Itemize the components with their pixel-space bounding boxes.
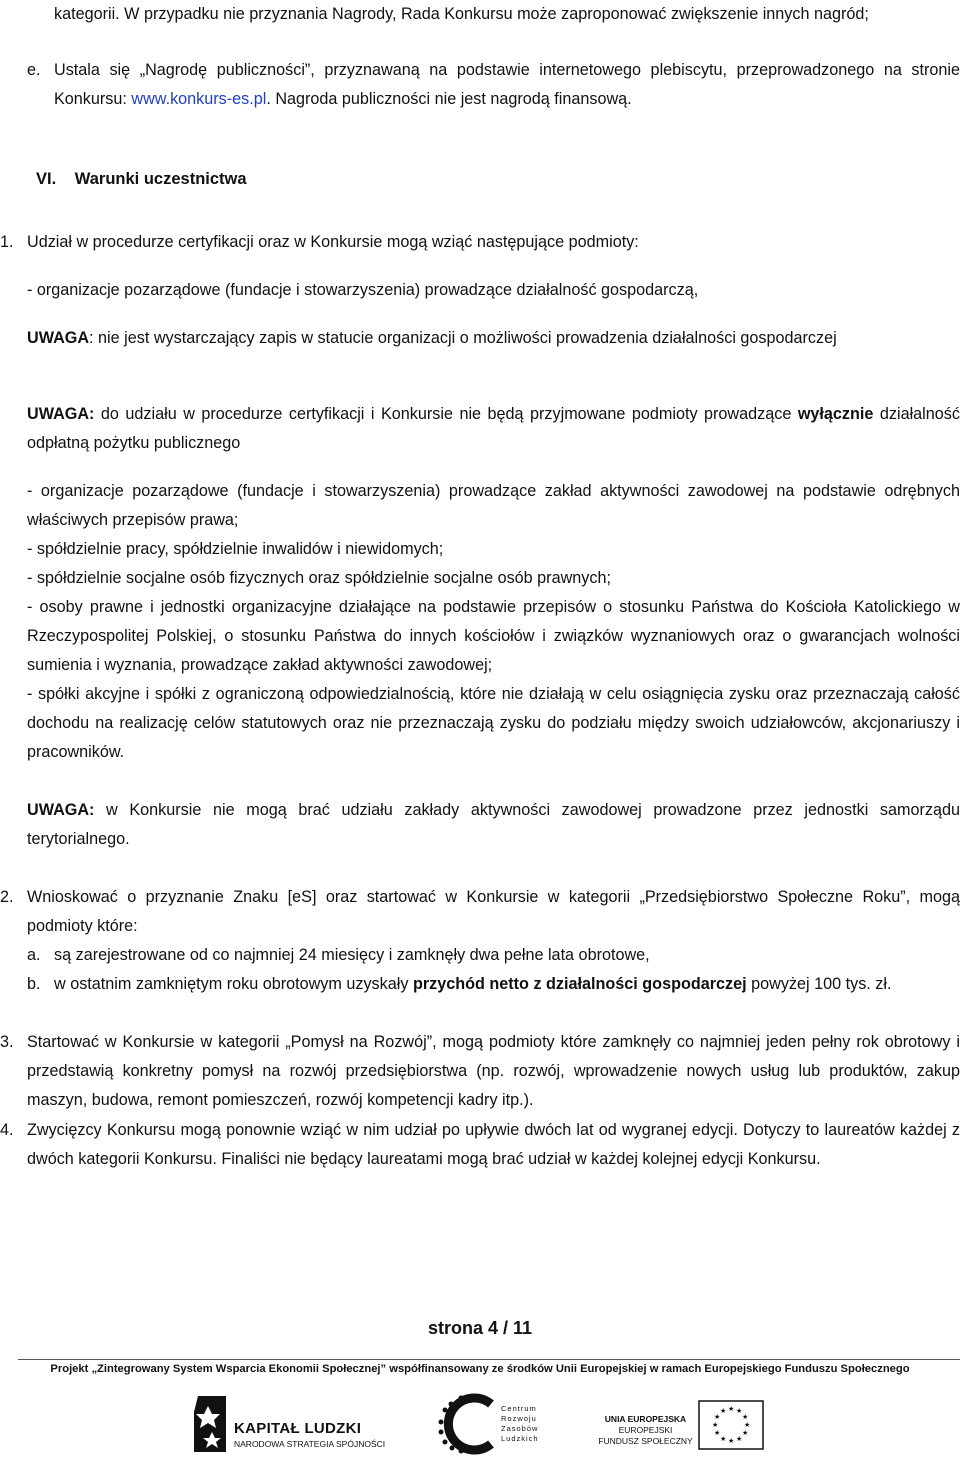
uwaga-bold-word: wyłącznie (797, 405, 874, 423)
eu-line-1: UNIA EUROPEJSKA (604, 1414, 687, 1424)
list-item: - spółdzielnie socjalne osób fizycznych oraz spółdzielnie socjalne osób prawnych; (27, 569, 611, 587)
page-number: strona 4 / 11 (427, 1318, 533, 1338)
svg-text:★: ★ (744, 1421, 751, 1429)
uwaga-text: w Konkursie nie mogą brać udziału zakłady aktywności zawodowej prowadzone przez jednostki samorządu terytorialnego. (27, 801, 960, 848)
item-b-pre: w ostatnim zamkniętym roku obrotowym uzyskały (54, 975, 413, 993)
paragraph-2-text: Wnioskować o przyznanie Znaku [eS] oraz startować w Konkursie w kategorii „Przedsiębiorstwo Społeczne Roku”, mogą podmioty które: (27, 888, 960, 935)
uwaga-text: do udziału w procedurze certyfikacji i Konkursie nie będą przyjmowane podmioty prowadzące (94, 405, 798, 423)
footer-divider (18, 1359, 960, 1360)
section-number: VI. (36, 170, 57, 188)
uwaga-note-3 (27, 796, 960, 854)
list-item: - osoby prawne i jednostki organizacyjne działające na podstawie przepisów o stosunku Państwa do Kościoła Katolickiego w Rzeczypospolitej Polskiej, o stosunku Państwa do innych kościołów i związków wyznaniowych oraz o gwarancjach wolności sumienia i wyznania, prowadzące zakład aktywności zawodowej; (27, 598, 960, 674)
uwaga-label: UWAGA: (27, 801, 95, 819)
uwaga-note-2 (27, 400, 960, 458)
kapital-ludzki-title: KAPITAŁ LUDZKI (234, 1420, 362, 1437)
section-heading (36, 170, 247, 189)
uwaga-label: UWAGA (27, 329, 90, 347)
item-b-post: powyżej 100 tys. zł. (746, 975, 892, 993)
paragraph-3-text: Startować w Konkursie w kategorii „Pomysł na Rozwój”, mogą podmioty które zamknęły co najmniej jeden pełny rok obrotowy i przedstawią konkretny pomysł na rozwój przedsiębiorstwa (np. rozwój, wprowadzenie nowych usług lub produktów, zakup maszyn, budowa, remont pomieszczeń, rozwój kompetencji kadry itp.). (27, 1033, 960, 1109)
item-b-body (54, 970, 960, 999)
eu-line-2: EUROPEJSKI (618, 1425, 673, 1435)
crzl-line: Rozwoju (501, 1414, 537, 1423)
item-e-pre: Ustala się „Nagrodę publiczności”, przyznawaną na podstawie internetowego plebiscytu, przeprowadzonego na stronie Konkursu: (54, 61, 960, 108)
svg-text:★: ★ (736, 1407, 743, 1415)
eu-flag-icon (698, 1400, 764, 1450)
item-e-post: . Nagroda publiczności nie jest nagrodą finansową. (266, 90, 632, 108)
svg-text:★: ★ (742, 1413, 749, 1421)
project-funding-note: Projekt „Zintegrowany System Wsparcia Ekonomii Społecznej” współfinansowany ze środków Unii Europejskiej w ramach Europejskiego Funduszu Społecznego (50, 1363, 910, 1375)
uwaga-label: UWAGA: (27, 405, 95, 423)
kapital-ludzki-logo (190, 1392, 390, 1458)
svg-text:★: ★ (728, 1437, 735, 1445)
eu-line-3: FUNDUSZ SPOŁECZNY (598, 1436, 693, 1446)
svg-text:★: ★ (720, 1435, 727, 1443)
paragraph-3-number: 3. (0, 1033, 14, 1051)
item-a-text: są zarejestrowane od co najmniej 24 miesięcy i zamknęły dwa pełne lata obrotowe, (54, 946, 650, 964)
item-e-letter: e. (27, 61, 41, 79)
entity-ngo-business: - organizacje pozarządowe (fundacje i stowarzyszenia) prowadzące działalność gospodarczą, (27, 281, 699, 299)
list-item: - spółki akcyjne i spółki z ograniczoną odpowiedzialnością, które nie działają w celu osiągnięcia zysku oraz przeznaczają całość dochodu na realizację celów statutowych oraz nie przeznaczają zysku do podziału między swoich udziałowców, akcjonariuszy i pracowników. (27, 685, 960, 761)
section-title: Warunki uczestnictwa (74, 170, 247, 188)
uwaga-note-1 (27, 324, 960, 353)
svg-text:★: ★ (720, 1407, 727, 1415)
list-item: - organizacje pozarządowe (fundacje i stowarzyszenia) prowadzące zakład aktywności zawodowej na podstawie odrębnych właściwych przepisów prawa; (27, 482, 960, 529)
crzl-line: Centrum (501, 1404, 537, 1413)
kapital-ludzki-emblem-icon (190, 1392, 230, 1456)
paragraph-4-text: Zwycięzcy Konkursu mogą ponownie wziąć w nim udział po upływie dwóch lat od wygranej edycji. Dotyczy to laureatów każdej z dwóch kategorii Konkursu. Finaliści nie będący laureatami mogą brać udział w każdej kolejnej edycji Konkursu. (27, 1121, 960, 1168)
eu-efs-logo (598, 1392, 768, 1458)
svg-text:★: ★ (728, 1405, 735, 1413)
paragraph-2-number: 2. (0, 888, 14, 906)
svg-text:★: ★ (712, 1421, 719, 1429)
item-e-body (54, 56, 960, 114)
svg-text:★: ★ (742, 1429, 749, 1437)
crzl-line: Zasobów (501, 1424, 539, 1433)
contest-website-link[interactable]: www.konkurs-es.pl (131, 90, 267, 108)
item-d-continuation (54, 0, 960, 29)
list-item: - spółdzielnie pracy, spółdzielnie inwalidów i niewidomych; (27, 540, 444, 558)
svg-text:★: ★ (714, 1429, 721, 1437)
kapital-ludzki-subtitle: NARODOWA STRATEGIA SPÓJNOŚCI (234, 1439, 386, 1449)
paragraph-1-number: 1. (0, 233, 14, 251)
paragraph-4-number: 4. (0, 1121, 14, 1139)
svg-text:★: ★ (736, 1435, 743, 1443)
entity-list (27, 477, 960, 767)
svg-text:★: ★ (714, 1413, 721, 1421)
crzl-logo (435, 1392, 545, 1458)
item-b-bold: przychód netto z działalności gospodarczej (412, 975, 747, 993)
crzl-emblem-icon (435, 1392, 501, 1456)
eu-text (598, 1414, 693, 1447)
crzl-text (501, 1404, 539, 1444)
item-d-text: kategorii. W przypadku nie przyznania Nagrody, Rada Konkursu może zaproponować zwiększenie innych nagród; (54, 5, 869, 23)
item-a-letter: a. (27, 946, 41, 964)
crzl-line: Ludzkich (501, 1434, 539, 1443)
paragraph-1-text: Udział w procedurze certyfikacji oraz w Konkursie mogą wziąć następujące podmioty: (27, 233, 639, 251)
uwaga-text: : nie jest wystarczający zapis w statucie organizacji o możliwości prowadzenia działalności gospodarczej (89, 329, 837, 347)
uwaga-text: działalność odpłatną pożytku publicznego (27, 405, 960, 452)
item-b-letter: b. (27, 975, 41, 993)
